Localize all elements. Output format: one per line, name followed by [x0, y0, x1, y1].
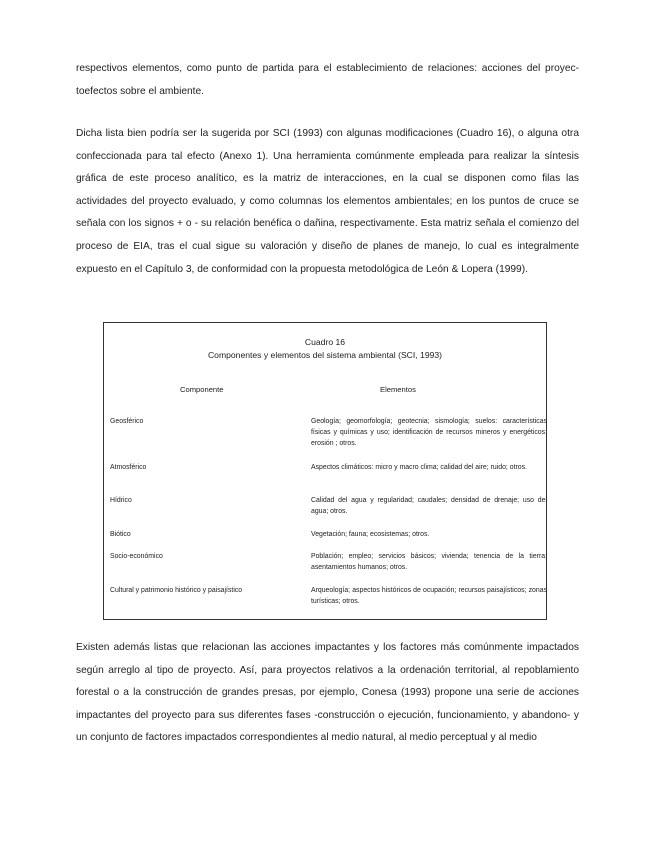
paragraph-3: Existen además listas que relacionan las acciones impactantes y los factores más comúnmente impactados según arreglo al tipo de proyecto. Así, para proyectos relativos a la ordenación territorial, al repoblamiento forestal o a la construcción de grandes presas, por ejemplo, Conesa (1993) propone una serie de acciones impactantes del proyecto para sus diferentes fases -construcción o ejecución, funcionamiento, y abandono- y un conjunto de factores impactados correspondientes al medio natural, al medio perceptual y al medio: [76, 642, 579, 744]
row-component: Hídrico: [110, 497, 132, 504]
row-component: Socio-económico: [110, 553, 163, 560]
paragraph-2: Dicha lista bien podría ser la sugerida por SCI (1993) con algunas modificaciones (Cuadro 16), o alguna otra confeccionada para tal efecto (Anexo 1). Una herramienta comúnmente empleada para realizar la síntesis gráfica de este proceso analítico, es la matriz de interacciones, en la cual se disponen como filas las actividades del proyecto evaluado, y como columnas los elementos ambientales; en los puntos de cruce se señala con los signos + o - su relación benéfica o dañina, respectivamente. Esta matriz señala el comienzo del proceso de EIA, tras el cual sigue su valoración y diseño de planes de manejo, lo cual es integralmente expuesto en el Capítulo 3, de conformidad con la propuesta metodológica de León & Lopera (1999).: [76, 128, 579, 275]
table-caption-title: Cuadro 16: [304, 337, 346, 347]
row-component: Geosférico: [110, 418, 144, 425]
paragraph-1: respectivos elementos, como punto de partida para el establecimiento de relaciones: acciones del proyec-toefectos sobre el ambiente.: [76, 63, 579, 97]
column-header-component: Componente: [180, 385, 224, 394]
row-component: Biótico: [110, 531, 131, 538]
table-caption-subtitle: Componentes y elementos del sistema ambiental (SCI, 1993): [207, 350, 443, 360]
table-box: [103, 322, 547, 620]
row-elements: Población; empleo; servicios básicos; vivienda; tenencia de la tierra; asentamientos humanos; otros.: [311, 553, 547, 571]
row-elements: Calidad del agua y regularidad; caudales; densidad de drenaje; uso del agua; otros.: [311, 497, 547, 515]
row-elements: Vegetación; fauna; ecosistemas; otros.: [311, 531, 430, 538]
row-elements: Aspectos climáticos: micro y macro clima; calidad del aire; ruido; otros.: [311, 464, 527, 471]
row-component: Cultural y patrimonio histórico y paisajístico: [110, 587, 243, 594]
row-elements: Geología; geomorfología; geotecnia; sismología; suelos: características físicas y químicas y uso; identificación de recursos mineros y energéticos; erosión ; otros.: [311, 418, 547, 447]
column-header-elements: Elementos: [380, 385, 416, 394]
row-component: Atmosférico: [110, 464, 147, 471]
row-elements: Arqueología; aspectos históricos de ocupación; recursos paisajísticos; zonas turísticas; otros.: [311, 587, 547, 605]
